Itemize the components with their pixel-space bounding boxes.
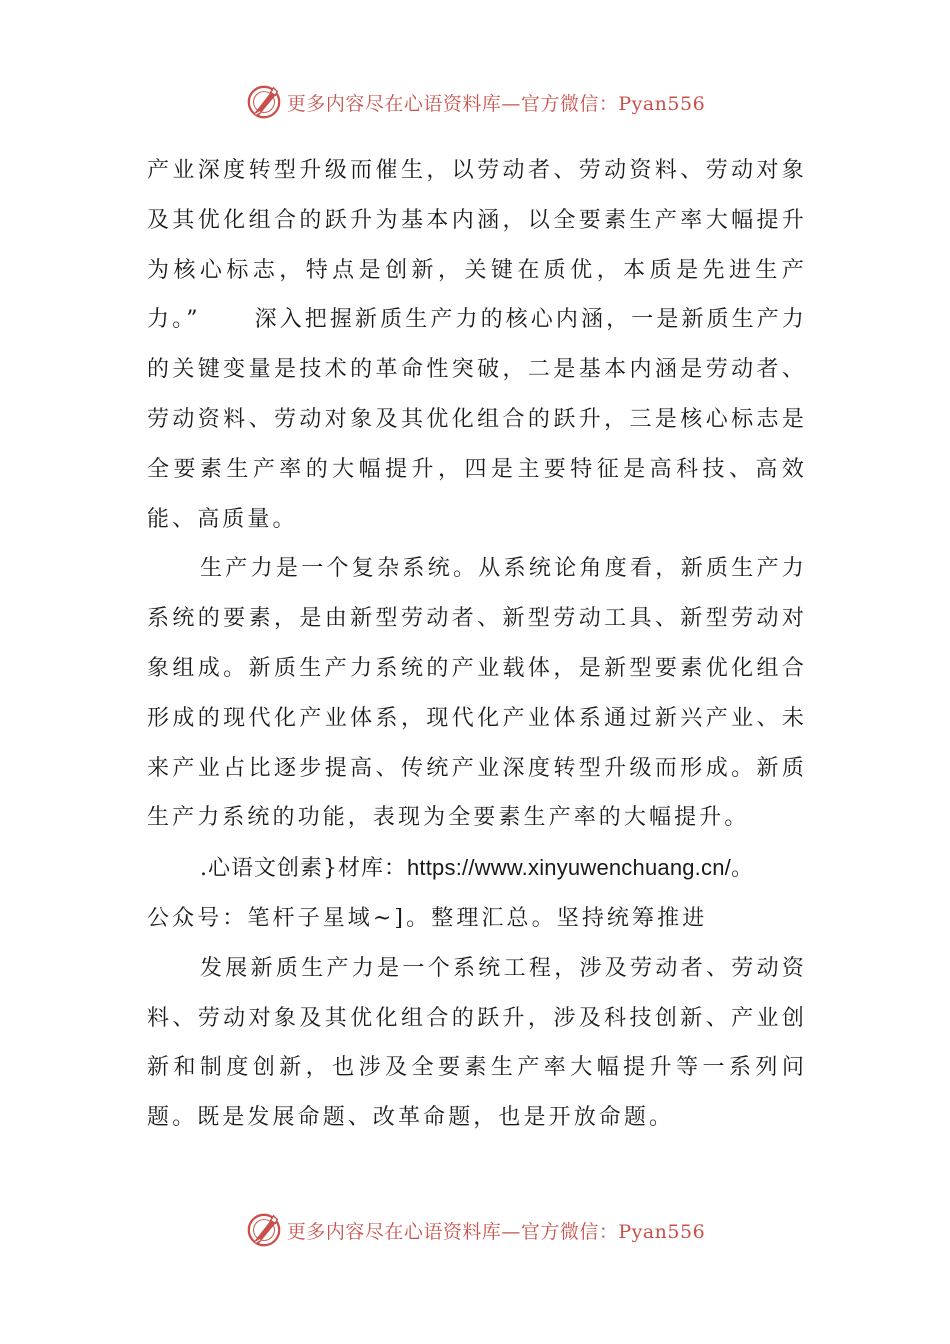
document-body [147, 146, 807, 1143]
header-banner [0, 80, 950, 124]
paragraph-4: 发展新质生产力是一个系统工程，涉及劳动者、劳动资料、劳动对象及其优化组合的跃升，涉及科技创新、产业创新和制度创新，也涉及全要素生产率大幅提升等一系列问题。既是发展命题、改革命题，也是开放命题。 [147, 955, 807, 1131]
footer-banner [0, 1208, 950, 1252]
source-prefix: .心语文创素}材库： [200, 856, 407, 882]
pen-logo-icon [245, 83, 283, 121]
paragraph-1-part-a: 产业深度转型升级而催生，以劳动者、劳动资料、劳动对象及其优化组合的跃升为基本内涵，以全要素生产率大幅提升为核心标志，特点是创新，关键在质优，本质是先进生产力。” [147, 158, 807, 333]
paragraph-3-line-1 [147, 843, 807, 894]
paragraph-2: 生产力是一个复杂系统。从系统论角度看，新质生产力系统的要素，是由新型劳动者、新型劳动工具、新型劳动对象组成。新质生产力系统的产业载体，是新型要素优化组合形成的现代化产业体系，现代化产业体系通过新兴产业、未来产业占比逐步提高、传统产业深度转型升级而形成。新质生产力系统的功能，表现为全要素生产率的大幅提升。 [147, 556, 807, 831]
header-banner-text: 更多内容尽在心语资料库—官方微信：Pyan556 [286, 92, 706, 115]
footer-banner-text: 更多内容尽在心语资料库—官方微信：Pyan556 [286, 1220, 706, 1243]
paragraph-1 [147, 146, 807, 544]
pen-logo-icon [245, 1211, 283, 1249]
paragraph-3-line-2: 公众号：笔杆子星域~]。整理汇总。坚持统筹推进 [147, 905, 708, 931]
source-url: https://www.xinyuwenchuang.cn/ [407, 855, 731, 881]
source-suffix: 。 [730, 856, 754, 882]
paragraph-1-part-b: 深入把握新质生产力的核心内涵，一是新质生产力的关键变量是技术的革命性突破，二是基本内涵是劳动者、劳动资料、劳动对象及其优化组合的跃升，三是核心标志是全要素生产率的大幅提升，四是主要特征是高科技、高效能、高质量。 [147, 307, 807, 532]
